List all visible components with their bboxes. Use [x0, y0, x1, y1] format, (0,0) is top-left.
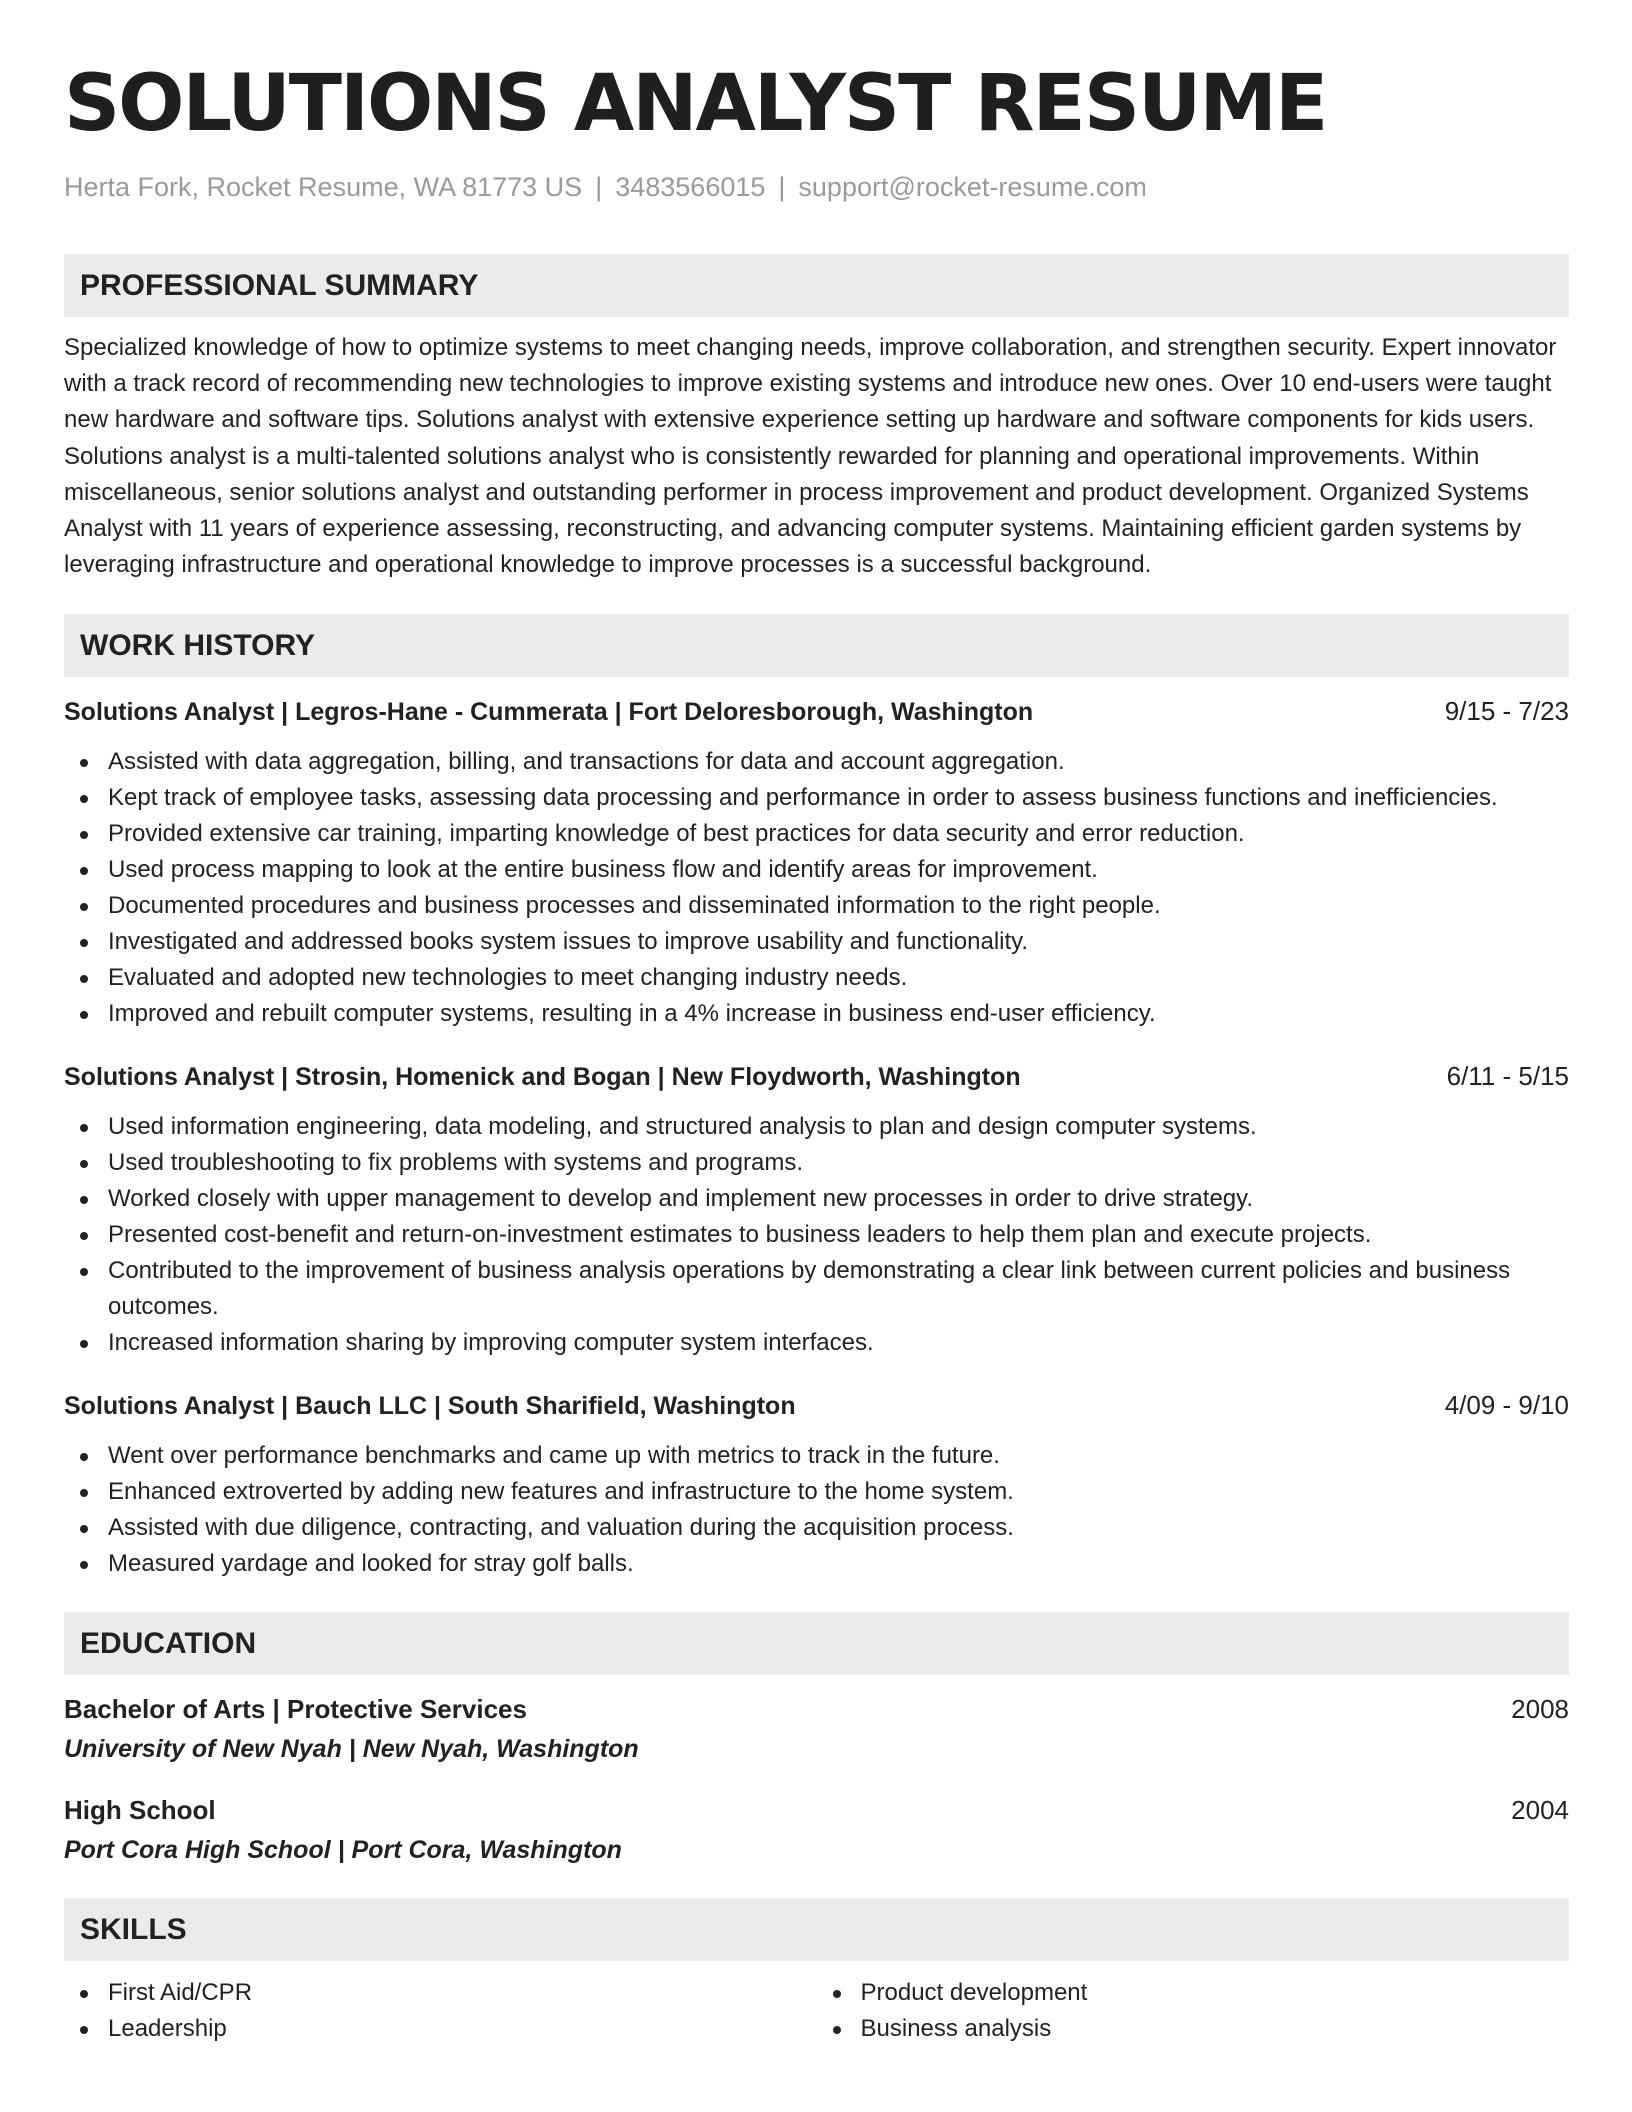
bullet-text: Contributed to the improvement of business analysis operations by demonstrating a clear link between current policies and business outcomes.: [108, 1257, 1511, 1321]
bullet-text: Enhanced extroverted by adding new features and infrastructure to the home system.: [108, 1478, 1014, 1506]
bullet-text: Used information engineering, data modeling, and structured analysis to plan and design computer systems.: [108, 1113, 1257, 1141]
job-title: Solutions Analyst | Bauch LLC | South Sharifield, Washington: [64, 1392, 796, 1421]
education-entry: [64, 1692, 1569, 1766]
education-school: Port Cora High School | Port Cora, Washington: [64, 1836, 622, 1865]
bullet-text: Assisted with due diligence, contracting, and valuation during the acquisition process.: [108, 1514, 1014, 1542]
list-item: [64, 1438, 1569, 1474]
list-item: [64, 1510, 1569, 1546]
list-item: [64, 1975, 817, 2011]
list-item: [64, 1181, 1569, 1217]
bullet-icon: [80, 1196, 88, 1204]
contact-line: [64, 170, 1569, 204]
bullet-icon: [833, 1990, 841, 1998]
list-item: [817, 2011, 1570, 2047]
education-school: University of New Nyah | New Nyah, Washington: [64, 1735, 639, 1764]
job-title: Solutions Analyst | Strosin, Homenick and Bogan | New Floydworth, Washington: [64, 1063, 1021, 1092]
job-bullets: [64, 1438, 1569, 1582]
bullet-text: Used process mapping to look at the entire business flow and identify areas for improvement.: [108, 856, 1098, 884]
bullet-icon: [80, 1232, 88, 1240]
job-title: Solutions Analyst | Legros-Hane - Cummerata | Fort Deloresborough, Washington: [64, 698, 1034, 727]
list-item: [64, 2011, 817, 2047]
list-item: [64, 1109, 1569, 1145]
section-title: PROFESSIONAL SUMMARY: [80, 268, 479, 302]
bullet-icon: [80, 1011, 88, 1019]
bullet-text: Worked closely with upper management to develop and implement new processes in order to drive strategy.: [108, 1185, 1254, 1213]
contact-phone: 3483566015: [615, 172, 766, 202]
bullet-text: Presented cost-benefit and return-on-investment estimates to business leaders to help them plan and execute projects.: [108, 1221, 1372, 1249]
list-item: [817, 1975, 1570, 2011]
list-item: [64, 888, 1569, 924]
bullet-text: Measured yardage and looked for stray golf balls.: [108, 1550, 634, 1578]
bullet-text: Documented procedures and business processes and disseminated information to the right people.: [108, 892, 1161, 920]
job-entry: [64, 1388, 1569, 1582]
contact-separator: |: [778, 172, 786, 202]
list-item: [64, 1546, 1569, 1582]
section-header-work-history: [64, 614, 1569, 677]
contact-email: support@rocket-resume.com: [798, 172, 1147, 202]
list-item: [64, 960, 1569, 996]
section-header-education: [64, 1612, 1569, 1675]
bullet-icon: [80, 1990, 88, 1998]
list-item: [64, 1253, 1569, 1325]
contact-address: Herta Fork, Rocket Resume, WA 81773 US: [64, 172, 583, 202]
bullet-icon: [80, 795, 88, 803]
education-entry: [64, 1793, 1569, 1867]
list-item: [64, 780, 1569, 816]
bullet-text: Evaluated and adopted new technologies to meet changing industry needs.: [108, 964, 908, 992]
bullet-icon: [80, 831, 88, 839]
bullet-text: Kept track of employee tasks, assessing data processing and performance in order to assess business functions and inefficiencies.: [108, 784, 1498, 812]
bullet-text: Improved and rebuilt computer systems, resulting in a 4% increase in business end-user efficiency.: [108, 1000, 1156, 1028]
section-title: SKILLS: [80, 1912, 187, 1946]
job-entry: [64, 694, 1569, 1032]
bullet-icon: [80, 1340, 88, 1348]
bullet-icon: [80, 1268, 88, 1276]
bullet-icon: [80, 2026, 88, 2034]
bullet-icon: [80, 1525, 88, 1533]
job-entry: [64, 1059, 1569, 1361]
job-bullets: [64, 744, 1569, 1032]
bullet-icon: [80, 1561, 88, 1569]
bullet-icon: [80, 867, 88, 875]
list-item: [64, 816, 1569, 852]
education-degree: High School: [64, 1795, 216, 1826]
section-title: EDUCATION: [80, 1626, 257, 1660]
bullet-text: Investigated and addressed books system issues to improve usability and functionality.: [108, 928, 1029, 956]
education-year: 2008: [1511, 1694, 1569, 1725]
contact-separator: |: [595, 172, 603, 202]
bullet-icon: [833, 2026, 841, 2034]
bullet-text: Increased information sharing by improving computer system interfaces.: [108, 1329, 874, 1357]
section-title: WORK HISTORY: [80, 628, 316, 662]
skill-text: Business analysis: [860, 2015, 1052, 2043]
bullet-icon: [80, 939, 88, 947]
resume-title: SOLUTIONS ANALYST RESUME: [64, 59, 1327, 149]
list-item: [64, 924, 1569, 960]
section-header-skills: [64, 1898, 1569, 1961]
bullet-text: Provided extensive car training, imparting knowledge of best practices for data security and error reduction.: [108, 820, 1245, 848]
bullet-icon: [80, 975, 88, 983]
job-dates: 6/11 - 5/15: [1446, 1061, 1569, 1092]
bullet-icon: [80, 1160, 88, 1168]
education-degree: Bachelor of Arts | Protective Services: [64, 1694, 527, 1725]
list-item: [64, 744, 1569, 780]
section-header-summary: [64, 254, 1569, 317]
skills-column-left: [64, 1975, 817, 2047]
bullet-text: Went over performance benchmarks and came up with metrics to track in the future.: [108, 1442, 1000, 1470]
bullet-icon: [80, 1489, 88, 1497]
bullet-icon: [80, 759, 88, 767]
skill-text: Product development: [860, 1979, 1088, 2007]
skills-column-right: [817, 1975, 1570, 2047]
skill-text: First Aid/CPR: [108, 1979, 253, 2007]
job-dates: 4/09 - 9/10: [1444, 1390, 1569, 1421]
list-item: [64, 1325, 1569, 1361]
education-year: 2004: [1511, 1795, 1569, 1826]
bullet-icon: [80, 903, 88, 911]
bullet-text: Assisted with data aggregation, billing, and transactions for data and account aggregation.: [108, 748, 1065, 776]
list-item: [64, 1474, 1569, 1510]
summary-paragraph: Specialized knowledge of how to optimize systems to meet changing needs, improve collaboration, and strengthen security. Expert innovator with a track record of recommending new technologies to improve existing systems and introduce new ones. Over 10 end-users were taught new hardware and software tips. Solutions analyst with extensive experience setting up hardware and software components for kids users. Solutions analyst is a multi-talented solutions analyst who is consistently rewarded for planning and operational improvements. Within miscellaneous, senior solutions analyst and outstanding performer in process improvement and product development. Organized Systems Analyst with 11 years of experience assessing, reconstructing, and advancing computer systems. Maintaining efficient garden systems by leveraging infrastructure and operational knowledge to improve processes is a successful background.: [64, 334, 1557, 579]
bullet-icon: [80, 1124, 88, 1132]
bullet-icon: [80, 1453, 88, 1461]
bullet-text: Used troubleshooting to fix problems with systems and programs.: [108, 1149, 803, 1177]
job-bullets: [64, 1109, 1569, 1361]
job-dates: 9/15 - 7/23: [1444, 696, 1569, 727]
list-item: [64, 996, 1569, 1032]
list-item: [64, 1217, 1569, 1253]
skill-text: Leadership: [108, 2015, 227, 2043]
skills-list: [64, 1975, 1569, 2047]
list-item: [64, 1145, 1569, 1181]
list-item: [64, 852, 1569, 888]
